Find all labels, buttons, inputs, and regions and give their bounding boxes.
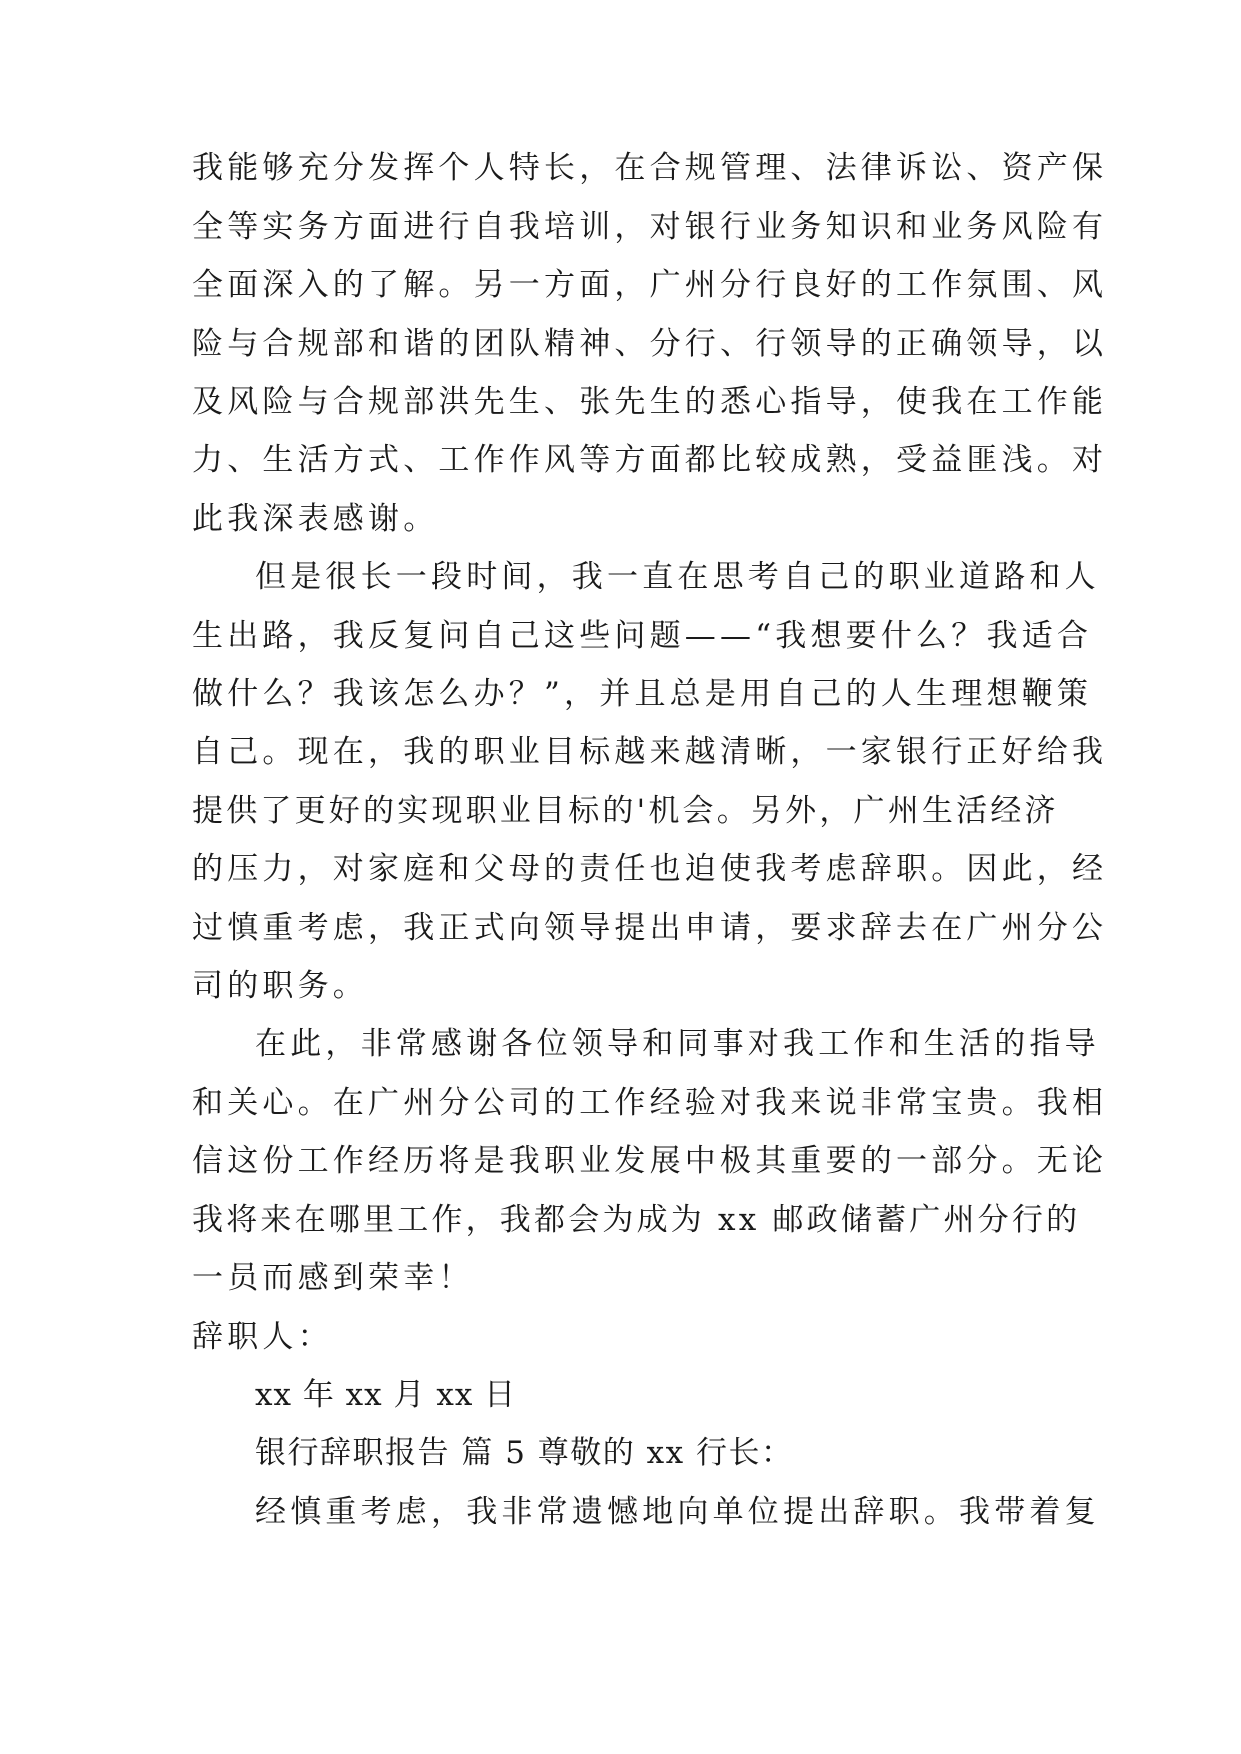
paragraph-start-line: 经慎重考虑，我非常遗憾地向单位提出辞职。我带着复 — [255, 1494, 1100, 1530]
text-line: 提供了更好的实现职业目标的'机会。另外，广州生活经济 — [192, 793, 1059, 829]
text-line: 我将来在哪里工作，我都会为成为 xx 邮政储蓄广州分行的 — [192, 1202, 1081, 1238]
paragraph-start-line: 但是很长一段时间，我一直在思考自己的职业道路和人 — [255, 559, 1100, 595]
signature-label: 辞职人： — [192, 1319, 333, 1355]
text-line: 过慎重考虑，我正式向领导提出申请，要求辞去在广州分公 — [192, 910, 1108, 946]
text-line: 及风险与合规部洪先生、张先生的悉心指导，使我在工作能 — [192, 384, 1108, 420]
text-line: 力、生活方式、工作作风等方面都比较成熟，受益匪浅。对 — [192, 442, 1108, 478]
text-line: 信这份工作经历将是我职业发展中极其重要的一部分。无论 — [192, 1143, 1108, 1179]
text-line: 险与合规部和谐的团队精神、分行、行领导的正确领导，以 — [192, 326, 1108, 362]
date-line: xx 年 xx 月 xx 日 — [255, 1377, 517, 1413]
text-line: 自己。现在，我的职业目标越来越清晰，一家银行正好给我 — [192, 734, 1108, 770]
text-line: 生出路，我反复问自己这些问题——“我想要什么？我适合 — [192, 618, 1093, 654]
text-line: 做什么？我该怎么办？”，并且总是用自己的人生理想鞭策 — [192, 676, 1093, 712]
text-line: 全面深入的了解。另一方面，广州分行良好的工作氛围、风 — [192, 267, 1108, 303]
text-line: 一员而感到荣幸！ — [192, 1260, 474, 1296]
section-heading-line: 银行辞职报告 篇 5 尊敬的 xx 行长： — [255, 1435, 794, 1471]
text-line: 的压力，对家庭和父母的责任也迫使我考虑辞职。因此，经 — [192, 851, 1108, 887]
text-line: 和关心。在广州分公司的工作经验对我来说非常宝贵。我相 — [192, 1085, 1108, 1121]
text-line: 此我深表感谢。 — [192, 501, 439, 537]
text-line: 司的职务。 — [192, 968, 368, 1004]
text-line: 我能够充分发挥个人特长，在合规管理、法律诉讼、资产保 — [192, 150, 1108, 186]
paragraph-start-line: 在此，非常感谢各位领导和同事对我工作和生活的指导 — [255, 1026, 1100, 1062]
text-line: 全等实务方面进行自我培训，对银行业务知识和业务风险有 — [192, 209, 1108, 245]
